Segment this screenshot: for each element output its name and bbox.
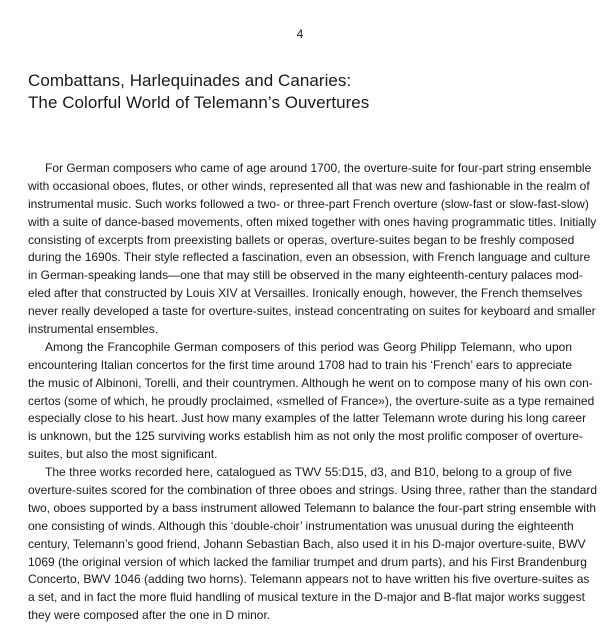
text-line: instrumental music. Such works followed a two- or three-part French overture (slow-fast or slow-fast-slow) [28,196,589,211]
text-line: one consisting of winds. Although this ‘double-choir’ instrumentation was unusual during the eighteenth [28,518,574,533]
text-line: 1069 (the original version of which lacked the familiar trumpet and drum parts), and his First Brandenburg [28,554,587,569]
text-line: suites, but also the most significant. [28,447,218,462]
text-line: eled after that constructed by Louis XIV at Versailles. Ironically enough, however, the French themselves [28,286,583,301]
text-line: consisting of excerpts from preexisting ballets or operas, overture-suites began to be freshly composed [28,232,575,247]
text-line: is unknown, but the 125 surviving works establish him as not only the most prolific composer of overture- [28,429,583,444]
text-line: with a suite of dance-based movements, often mixed together with ones having programmatic titles. Initially [28,214,597,229]
text-line: Among the Francophile German composers of this period was Georg Philipp Telemann, who upon [45,339,572,354]
text-line: overture-suites scored for the combination of three oboes and strings. Using three, rather than the standard [28,483,597,498]
text-line: two, oboes supported by a bass instrument allowed Telemann to balance the four-part string ensemble with [28,500,597,515]
text-line: never really developed a taste for overture-suites, instead concentrating on suites for keyboard and smaller [28,304,596,319]
text-line: they were composed after the one in D minor. [28,608,271,623]
text-line: in German-speaking lands—one that may still be observed in the many eighteenth-century palaces mod- [28,268,583,283]
article-body [28,160,597,625]
article-title-line-1: Combattans, Harlequinades and Canaries: [28,71,352,90]
text-line: with occasional oboes, flutes, or other winds, represented all that was new and fashionable in the realm of [28,178,590,193]
text-line: Concerto, BWV 1046 (adding two horns). Telemann appears not to have written his five overture-suites as [28,572,590,587]
text-line: encountering Italian concertos for the first time around 1708 had to train his ‘French’ ears to appreciate [28,357,572,372]
text-line: century, Telemann’s good friend, Johann Sebastian Bach, also used it in his D-major overture-suite, BWV [28,536,586,551]
text-line: certos (some of which, he proudly proclaimed, «smelled of France»), the overture-suite as a type remained [28,393,595,408]
article-title [28,70,588,114]
text-line: during the 1690s. Their style reflected a fascination, even an obsession, with French language and culture [28,250,591,265]
text-line: the music of Albinoni, Torelli, and their countrymen. Although he went on to compose many of his own con- [28,375,593,390]
text-line: The three works recorded here, catalogued as TWV 55:D15, d3, and B10, belong to a group of five [45,465,572,480]
text-line: a set, and in fact the more fluid handling of musical texture in the D-major and B-flat major works suggest [28,590,585,605]
paragraph-1 [28,160,597,339]
text-line: For German composers who came of age around 1700, the overture-suite for four-part string ensemble [45,161,592,175]
paragraph-3 [28,464,597,625]
text-line: instrumental ensembles. [28,322,159,337]
paragraph-2 [28,339,595,464]
article-title-line-2: The Colorful World of Telemann’s Ouvertures [28,93,370,112]
page-number: 4 [296,27,304,41]
text-line: especially close to his heart. Just how many examples of the latter Telemann wrote during his long career [28,411,587,426]
